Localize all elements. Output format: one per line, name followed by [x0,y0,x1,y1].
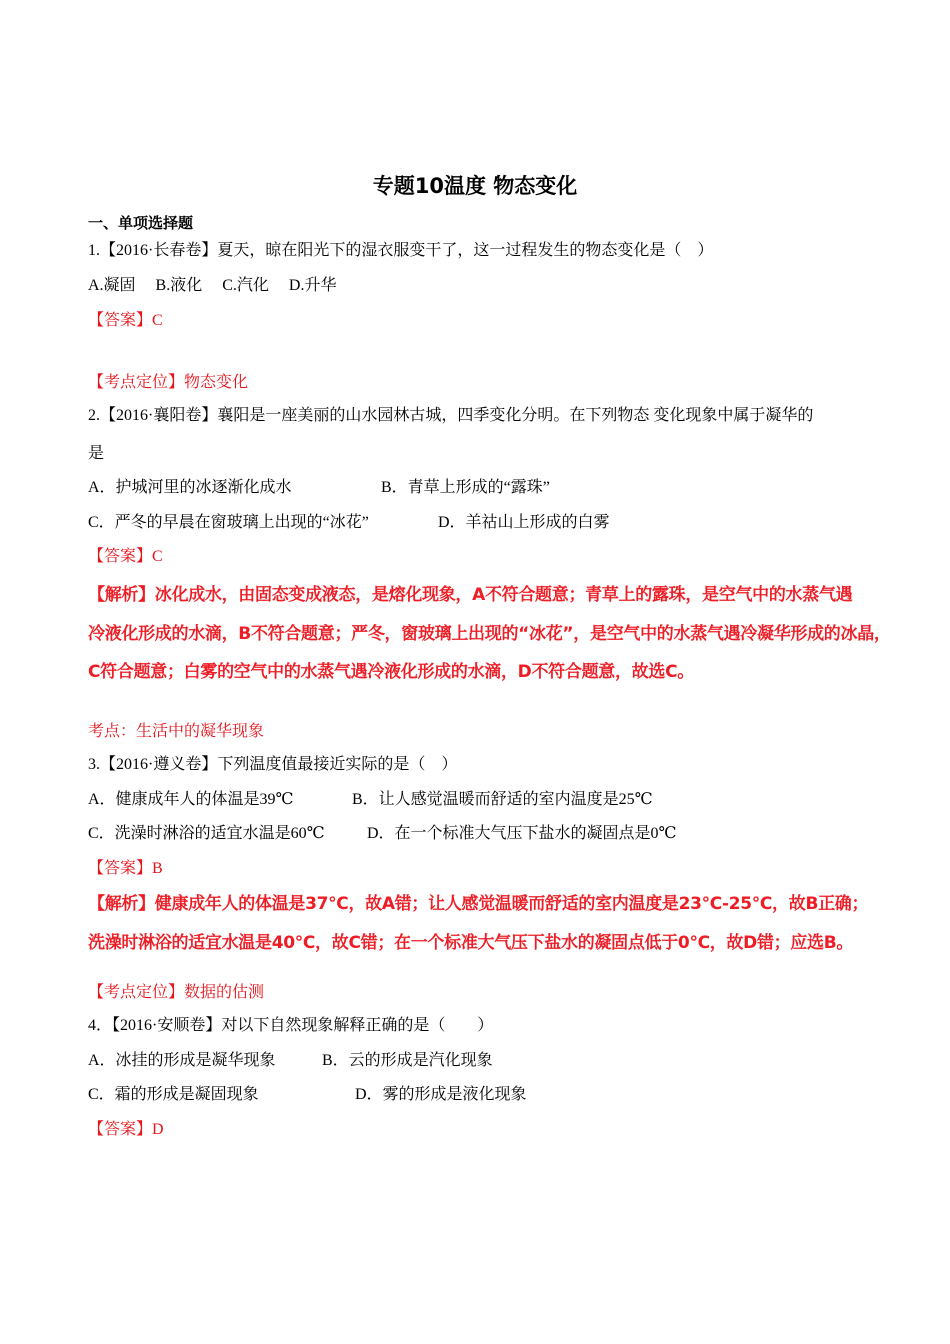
q2-option-c: C．严冬的早晨在窗玻璃上出现的“冰花” [88,514,369,531]
q4-option-b: B．云的形成是汽化现象 [322,1052,493,1069]
q4-option-d: D．雾的形成是液化现象 [355,1086,527,1103]
q3-option-d: D．在一个标准大气压下盐水的凝固点是0℃ [367,825,677,842]
q3-point: 【考点定位】数据的估测 [88,984,265,1001]
q1-answer: 【答案】C [88,312,163,329]
q4-option-a: A．冰挂的形成是凝华现象 [88,1052,276,1069]
q3-stem: 3.【2016·遵义卷】下列温度值最接近实际的是（ ） [88,756,458,773]
section-heading: 一、单项选择题 [88,214,194,232]
q2-stem-line1: 2.【2016·襄阳卷】襄阳是一座美丽的山水园林古城，四季变化分明。在下列物态 变化现象中属于凝华的 [88,407,814,424]
q2-analysis-line2: 冷液化形成的水滴，B不符合题意；严冬，窗玻璃上出现的“冰花”，是空气中的水蒸气遇冷凝华形成的冰晶， [88,624,891,644]
q3-option-c: C．洗澡时淋浴的适宜水温是60℃ [88,825,325,842]
q4-stem: 4．【2016·安顺卷】对以下自然现象解释正确的是（ ） [88,1017,494,1034]
q2-answer: 【答案】C [88,548,163,565]
q2-point: 考点：生活中的凝华现象 [88,723,265,740]
q1-stem: 1.【2016·长春卷】夏天，晾在阳光下的湿衣服变干了，这一过程发生的物态变化是（ ） [88,242,714,259]
q1-point: 【考点定位】物态变化 [88,374,249,391]
page-title: 专题10温度 物态变化 [372,174,578,198]
q2-option-a: A．护城河里的冰逐渐化成水 [88,479,292,496]
q2-stem-line2: 是 [88,445,105,462]
q1-options: A.凝固 B.液化 C.汽化 D.升华 [88,277,337,294]
q3-option-a: A．健康成年人的体温是39℃ [88,791,294,808]
q4-option-c: C．霜的形成是凝固现象 [88,1086,259,1103]
q2-option-d: D．羊祜山上形成的白雾 [438,514,610,531]
q4-answer: 【答案】D [88,1121,164,1138]
q2-analysis-line3: C符合题意；白雾的空气中的水蒸气遇冷液化形成的水滴，D不符合题意，故选C。 [88,662,694,682]
q3-analysis-line1: 【解析】健康成年人的体温是37℃，故A错；让人感觉温暖而舒适的室内温度是23℃-25℃，故B正确； [88,894,869,914]
q2-option-b: B．青草上形成的“露珠” [381,479,550,496]
q3-analysis-line2: 洗澡时淋浴的适宜水温是40℃，故C错；在一个标准大气压下盐水的凝固点低于0℃，故D错；应选B。 [88,933,854,953]
q3-option-b: B．让人感觉温暖而舒适的室内温度是25℃ [352,791,653,808]
q3-answer: 【答案】B [88,860,163,877]
q2-analysis-line1: 【解析】冰化成水，由固态变成液态，是熔化现象，A不符合题意；青草上的露珠，是空气中的水蒸气遇 [88,585,853,605]
